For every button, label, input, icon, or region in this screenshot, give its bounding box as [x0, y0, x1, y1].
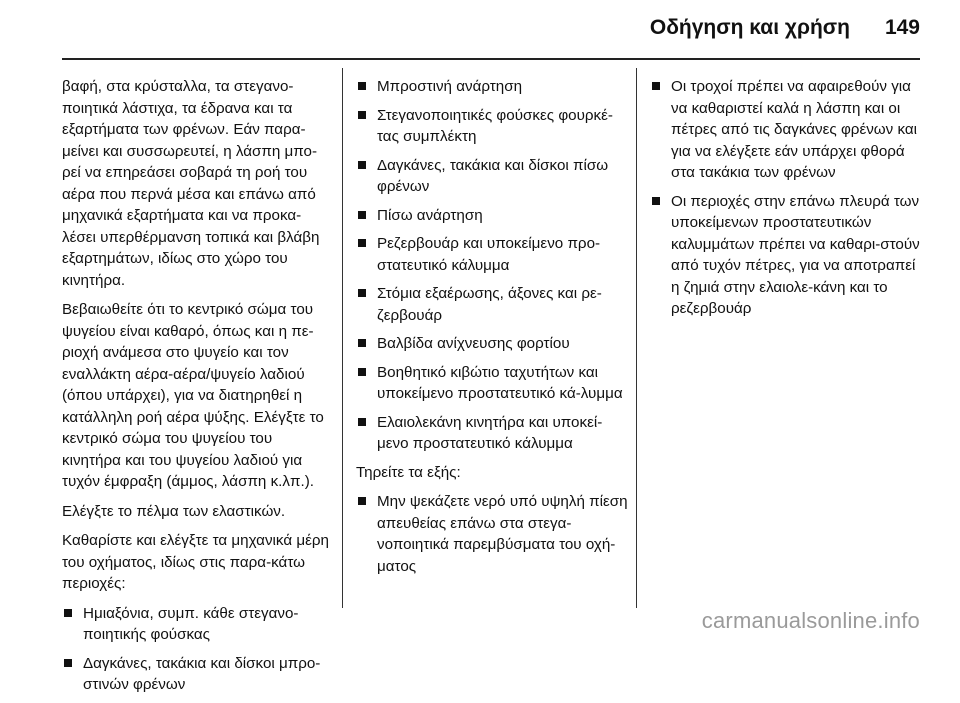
list-item	[356, 105, 628, 148]
paragraph: Καθαρίστε και ελέγξτε τα μηχανικά μέρη του οχήματος, ιδίως στις παρα-κάτω περιοχές:	[62, 532, 329, 592]
bullet-list	[356, 76, 628, 455]
list-item-text: Ημιαξόνια, συμπ. κάθε στεγανο-ποιητικής φούσκας	[83, 604, 299, 643]
header-rule	[62, 58, 920, 60]
bullet-square-icon	[358, 82, 366, 90]
bullet-list	[62, 603, 334, 696]
paragraph: Βεβαιωθείτε ότι το κεντρικό σώμα του ψυγείου είναι καθαρό, όπως και η πε-ριοχή ανάμεσα στο ψυγείο και τον εναλλάκτη αέρα-αέρα/ψυγείο λαδιού (όπου υπάρχει), για να διατηρηθεί η κατάλληλη ροή αέρα ψύξης. Ελέγξτε το κεντρικό σώμα του ψυγείου του κινητήρα και του ψυγείου λαδιού για τυχόν έμφραξη (άμμος, λάσπη κ.λπ.).	[62, 301, 324, 490]
list-item	[62, 603, 334, 646]
column-divider	[342, 68, 343, 608]
list-item	[356, 205, 628, 227]
page-header	[0, 0, 960, 58]
column-3	[650, 76, 922, 327]
list-item	[356, 283, 628, 326]
bullet-list	[356, 491, 628, 577]
list-item-text: Δαγκάνες, τακάκια και δίσκοι μπρο-στινών φρένων	[83, 654, 321, 693]
watermark: carmanualsonline.info	[701, 608, 920, 633]
list-item-text: Βαλβίδα ανίχνευσης φορτίου	[377, 335, 570, 352]
page-number: 149	[884, 16, 920, 39]
list-item	[62, 653, 334, 696]
list-item	[356, 412, 628, 455]
list-item-text: Βοηθητικό κιβώτιο ταχυτήτων και υποκείμενο προστατευτικό κά-λυμμα	[377, 363, 623, 402]
list-item	[650, 191, 922, 320]
list-item-text: Οι περιοχές στην επάνω πλευρά των υποκείμενων προστατευτικών καλυμμάτων πρέπει να καθαρι-στούν από τυχόν πέτρες, για να αποτραπεί η ζημιά στην ελαιολε-κάνη και το ρεζερβουάρ	[671, 192, 920, 317]
bullet-square-icon	[358, 418, 366, 426]
bullet-square-icon	[358, 339, 366, 347]
bullet-square-icon	[358, 497, 366, 505]
bullet-square-icon	[358, 239, 366, 247]
list-item	[356, 155, 628, 198]
paragraph: βαφή, στα κρύσταλλα, τα στεγανο-ποιητικά λάστιχα, τα έδρανα και τα εξαρτήματα των φρένων. Εάν παρα-μείνει και συσσωρευτεί, η λάσπη μπο-ρεί να επηρεάσει σοβαρά τη ροή του αέρα που περνά μέσα και επάνω από μηχανικά εξαρτήματα και να προκα-λέσει υπερθέρμανση τοπικά και βλάβη εξαρτημάτων, ιδίως στο χώρο του κινητήρα.	[62, 78, 320, 289]
list-item-text: Στόμια εξαέρωσης, άξονες και ρε-ζερβουάρ	[377, 285, 602, 324]
list-item-text: Οι τροχοί πρέπει να αφαιρεθούν για να καθαριστεί καλά η λάσπη και οι πέτρες από τις δαγκάνες φρένων και για να ελέγξετε εάν υπάρχει φθορά στα τακάκια των φρένων	[671, 78, 918, 181]
list-item-text: Πίσω ανάρτηση	[377, 206, 483, 224]
list-item-text: Ρεζερβουάρ και υποκείμενο προ-στατευτικό κάλυμμα	[377, 235, 601, 274]
list-item	[356, 233, 628, 276]
list-item-text: Μπροστινή ανάρτηση	[377, 78, 523, 95]
paragraph: Ελέγξτε το πέλμα των ελαστικών.	[62, 502, 286, 520]
list-item	[650, 76, 922, 184]
bullet-square-icon	[358, 368, 366, 376]
column-divider	[636, 68, 637, 608]
list-item-text: Ελαιολεκάνη κινητήρα και υποκεί-μενο προστατευτικό κάλυμμα	[377, 413, 603, 452]
column-1	[62, 76, 334, 703]
list-item	[356, 76, 628, 98]
bullet-square-icon	[358, 289, 366, 297]
list-item	[356, 362, 628, 405]
list-item-text: Δαγκάνες, τακάκια και δίσκοι πίσω φρένων	[377, 156, 609, 195]
bullet-list	[650, 76, 922, 320]
bullet-square-icon	[652, 197, 660, 205]
list-item-text: Στεγανοποιητικές φούσκες φουρκέ-τας συμπλέκτη	[377, 106, 613, 145]
bullet-square-icon	[358, 211, 366, 219]
bullet-square-icon	[358, 111, 366, 119]
list-item	[356, 333, 628, 355]
list-item-text: Μην ψεκάζετε νερό υπό υψηλή πίεση απευθείας επάνω στα στεγα-νοποιητικά παρεμβύσματα του οχή-ματος	[377, 493, 628, 575]
bullet-square-icon	[64, 609, 72, 617]
column-2	[356, 76, 628, 584]
list-item	[356, 491, 628, 577]
page-title: Οδήγηση και χρήση	[649, 16, 850, 39]
intro-text: Τηρείτε τα εξής:	[356, 463, 461, 481]
bullet-square-icon	[652, 82, 660, 90]
bullet-square-icon	[64, 659, 72, 667]
bullet-square-icon	[358, 161, 366, 169]
